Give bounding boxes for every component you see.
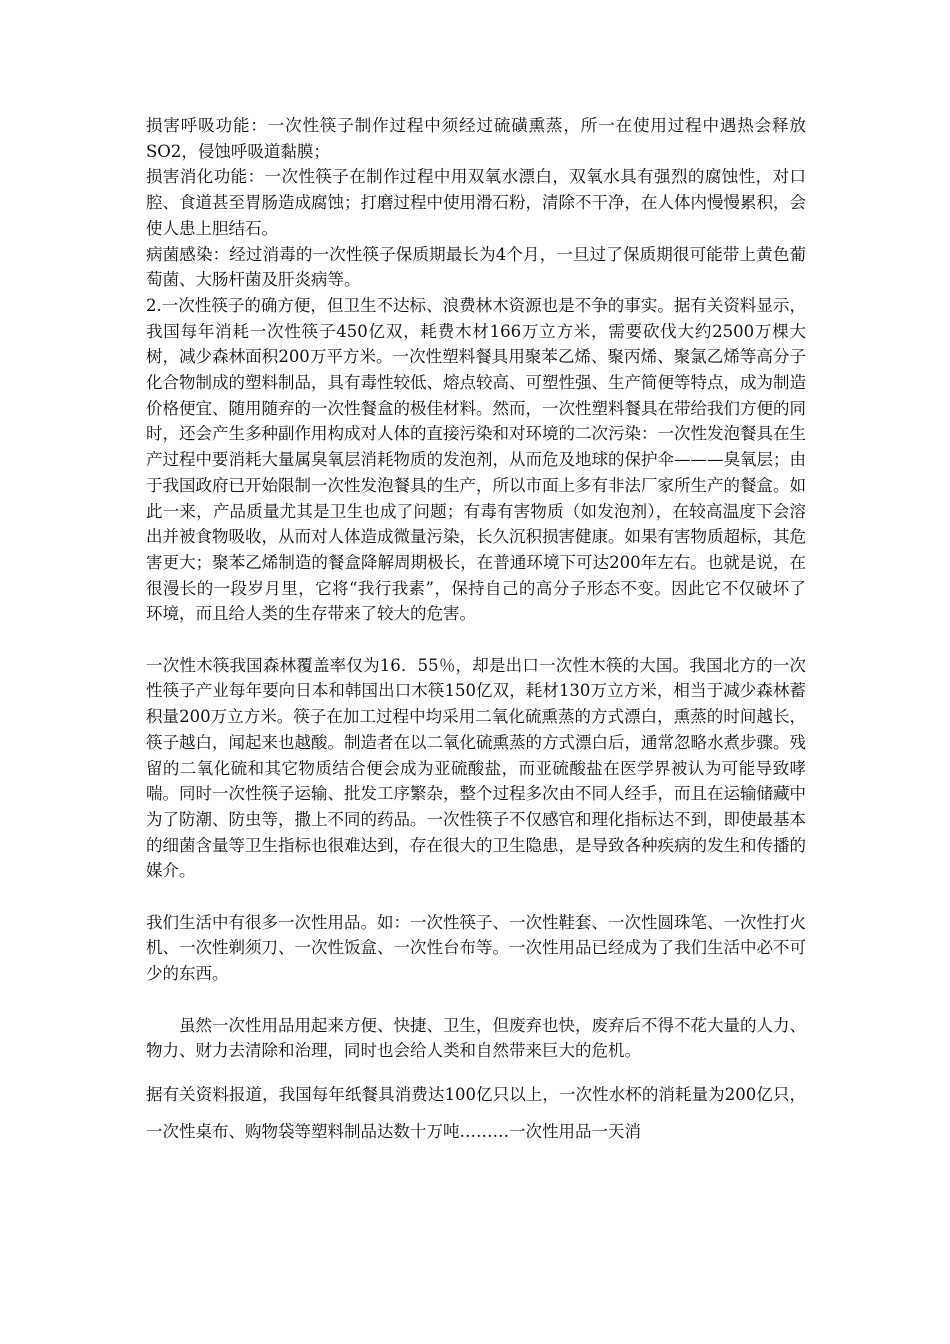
- paragraph-digestive: 损害消化功能：一次性筷子在制作过程中用双氧水漂白，双氧水具有强烈的腐蚀性，对口腔、食道甚至胃肠造成腐蚀；打磨过程中使用滑石粉，清除不干净，在人体内慢慢累积，会使人患上胆结石。: [146, 167, 806, 238]
- paragraph-wooden-chopsticks: 一次性木筷我国森林覆盖率仅为16．55％，却是出口一次性木筷的大国。我国北方的一次性筷子产业每年要向日本和韩国出口木筷150亿双，耗材130万立方米，相当于减少森林蓄积量200万立方米。筷子在加工过程中均采用二氧化硫熏蒸的方式漂白，熏蒸的时间越长，筷子越白，闻起来也越酸。制造者在以二氧化硫熏蒸的方式漂白后，通常忽略水煮步骤。残留的二氧化硫和其它物质结合便会成为亚硫酸盐，而亚硫酸盐在医学界被认为可能导致哮喘。同时一次性筷子运输、批发工序繁杂，整个过程多次由不同人经手，而且在运输储藏中为了防潮、防虫等，撒上不同的药品。一次性筷子不仅感官和理化指标达不到，即使最基本的细菌含量等卫生指标也很难达到，存在很大的卫生隐患，是导致各种疾病的发生和传播的媒介。: [146, 655, 806, 881]
- paragraph-statistics: 据有关资料报道，我国每年纸餐具消费达100亿只以上，一次性水杯的消耗量为200亿只，一次性桌布、购物袋等塑料制品达数十万吨………一次性用品一天消: [146, 1084, 806, 1141]
- paragraph-disposable-items: 我们生活中有很多一次性用品。如：一次性筷子、一次性鞋套、一次性圆珠笔、一次性打火机、一次性剃须刀、一次性饭盒、一次性台布等。一次性用品已经成为了我们生活中必不可少的东西。: [146, 912, 806, 984]
- paragraph-respiratory: 损害呼吸功能：一次性筷子制作过程中须经过硫磺熏蒸，所一在使用过程中遇热会释放SO2，侵蚀呼吸道黏膜；: [146, 116, 806, 161]
- paragraph-waste: 虽然一次性用品用起来方便、快捷、卫生，但废弃也快，废弃后不得不花大量的人力、物力、财力去清除和治理，同时也会给人类和自然带来巨大的危机。: [146, 1015, 806, 1061]
- document-body: [146, 113, 806, 1150]
- paragraph-infection: 病菌感染：经过消毒的一次性筷子保质期最长为4个月，一旦过了保质期很可能带上黄色葡萄菌、大肠杆菌及肝炎病等。: [146, 244, 806, 290]
- paragraph-point-2: 2.一次性筷子的确方便，但卫生不达标、浪费林木资源也是不争的事实。据有关资料显示，我国每年消耗一次性筷子450亿双，耗费木材166万立方米，需要砍伐大约2500万棵大树，减少森林面积200万平方米。一次性塑料餐具用聚苯乙烯、聚丙烯、聚氯乙烯等高分子化合物制成的塑料制品，具有毒性较低、熔点较高、可塑性强、生产简便等特点，成为制造价格便宜、随用随弃的一次性餐盒的极佳材料。然而，一次性塑料餐具在带给我们方便的同时，还会产生多种副作用构成对人体的直接污染和对环境的二次污染：一次性发泡餐具在生产过程中要消耗大量属臭氧层消耗物质的发泡剂，从而危及地球的保护伞———臭氧层；由于我国政府已开始限制一次性发泡餐具的生产，所以市面上多有非法厂家所生产的餐盒。如此一来，产品质量尤其是卫生也成了问题；有毒有害物质（如发泡剂），在较高温度下会溶出并被食物吸收，从而对人体造成微量污染，长久沉积损害健康。如果有害物质超标，其危害更大；聚苯乙烯制造的餐盒降解周期极长，在普通环境下可达200年左右。也就是说，在很漫长的一段岁月里，它将“我行我素”，保持自己的高分子形态不变。因此它不仅破坏了环境，而且给人类的生存带来了较大的危害。: [146, 295, 806, 624]
